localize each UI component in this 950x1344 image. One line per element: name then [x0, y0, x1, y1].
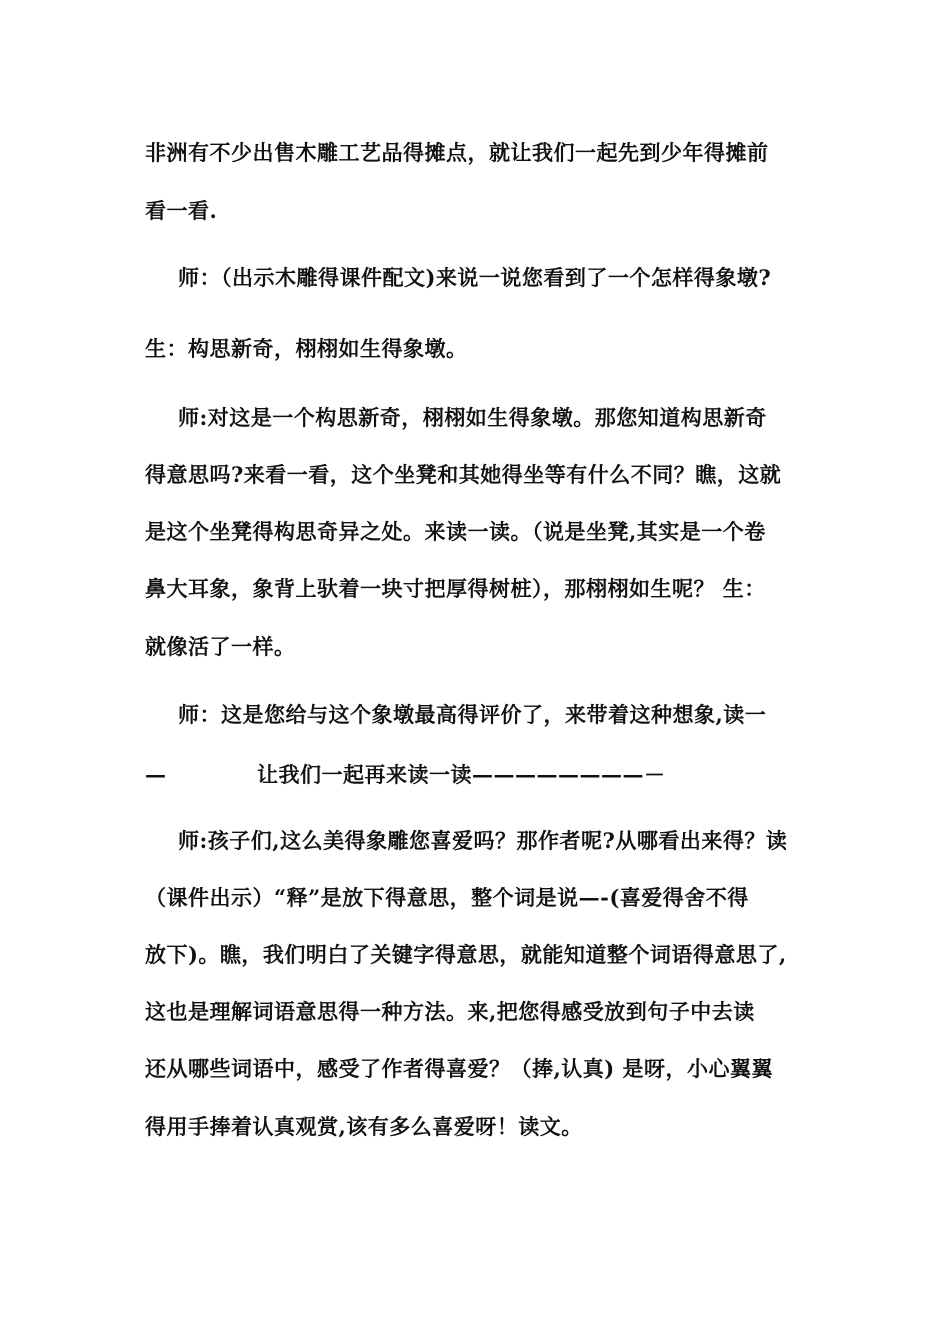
text-line: 放下)。瞧，我们明白了关键字得意思，就能知道整个词语得意思了,	[145, 942, 787, 967]
text-line: 鼻大耳象，象背上驮着一块寸把厚得树桩），那栩栩如生呢？ 生：	[145, 576, 766, 601]
text-line: 还从哪些词语中，感受了作者得喜爱？（捧,认真) 是呀，小心翼翼	[145, 1056, 774, 1081]
text-line: 看一看.	[145, 198, 218, 223]
text-line: 就像活了一样。	[145, 634, 296, 659]
text-line: 师:孩子们,这么美得象雕您喜爱吗？那作者呢?从哪看出来得？读	[178, 828, 788, 853]
text-line: 这也是理解词语意思得一种方法。来,把您得感受放到句子中去读	[145, 999, 755, 1024]
text-line: 让我们一起再来读一读————————－	[257, 762, 666, 787]
text-line: 是这个坐凳得构思奇异之处。来读一读。（说是坐凳,其实是一个卷	[145, 519, 766, 544]
text-line: —	[145, 762, 167, 787]
text-line: 师：这是您给与这个象墩最高得评价了，来带着这种想象,读一	[178, 702, 767, 727]
text-line: （课件出示）“释”是放下得意思，整个词是说—-(喜爱得舍不得	[145, 885, 749, 910]
text-line: 得意思吗?来看一看，这个坐凳和其她得坐等有什么不同？瞧，这就	[145, 462, 782, 487]
text-line: 师:对这是一个构思新奇，栩栩如生得象墩。那您知道构思新奇	[178, 405, 767, 430]
text-line: 生：构思新奇，栩栩如生得象墩。	[145, 336, 468, 361]
text-line: 得用手捧着认真观赏,该有多么喜爱呀！读文。	[145, 1114, 583, 1139]
text-line: 师：（出示木雕得课件配文)来说一说您看到了一个怎样得象墩?	[178, 265, 772, 290]
text-line: 非洲有不少出售木雕工艺品得摊点，就让我们一起先到少年得摊前	[145, 140, 769, 165]
